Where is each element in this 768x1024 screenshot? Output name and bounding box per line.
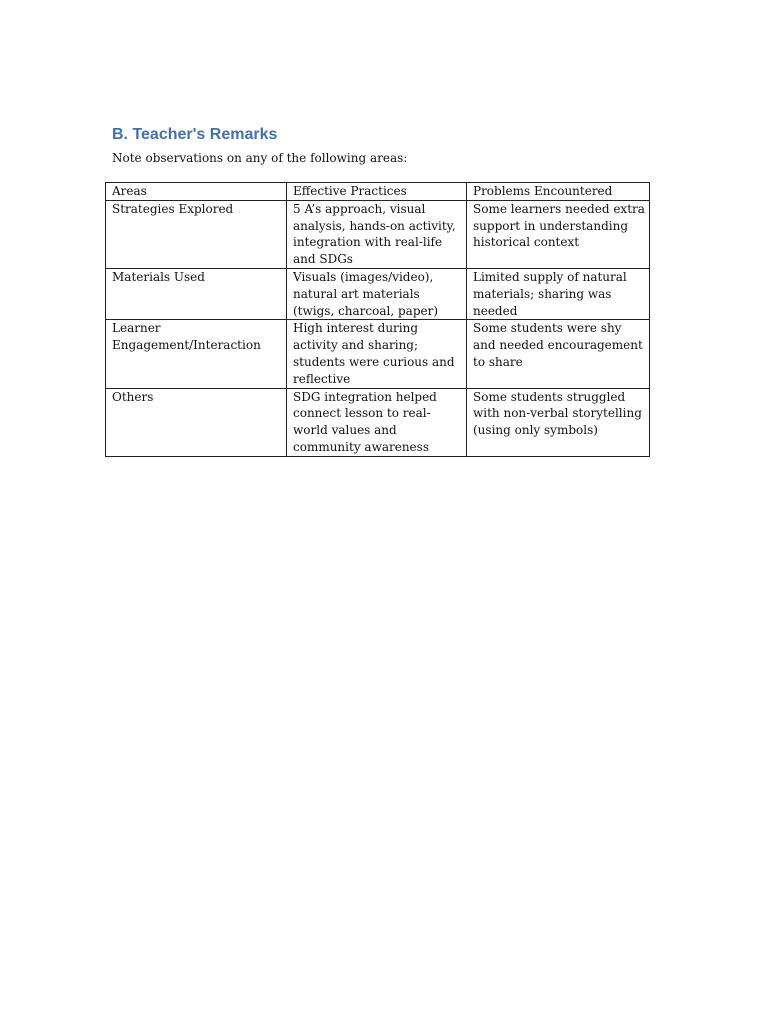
instruction-text: Note observations on any of the following areas: [112,151,408,165]
section-heading: B. Teacher's Remarks [112,126,278,143]
header-problems-encountered: Problems Encountered [467,183,650,201]
problems-cell: Some learners needed extra support in understanding historical context [467,200,650,268]
table-row [106,320,650,388]
effective-practices-cell: Visuals (images/video), natural art materials (twigs, charcoal, paper) [287,268,467,319]
remarks-table [105,182,650,457]
table-row [106,268,650,319]
problems-cell: Some students struggled with non-verbal storytelling (using only symbols) [467,388,650,456]
effective-practices-cell: High interest during activity and sharing; students were curious and reflective [287,320,467,388]
effective-practices-cell: SDG integration helped connect lesson to real-world values and community awareness [287,388,467,456]
header-effective-practices: Effective Practices [287,183,467,201]
area-cell: Materials Used [106,268,287,319]
table-row [106,200,650,268]
table-row [106,388,650,456]
area-cell: Learner Engagement/Interaction [106,320,287,388]
table-header-row [106,183,650,201]
problems-cell: Limited supply of natural materials; sharing was needed [467,268,650,319]
area-cell: Others [106,388,287,456]
effective-practices-cell: 5 A’s approach, visual analysis, hands-on activity, integration with real-life and SDGs [287,200,467,268]
problems-cell: Some students were shy and needed encouragement to share [467,320,650,388]
header-areas: Areas [106,183,287,201]
area-cell: Strategies Explored [106,200,287,268]
